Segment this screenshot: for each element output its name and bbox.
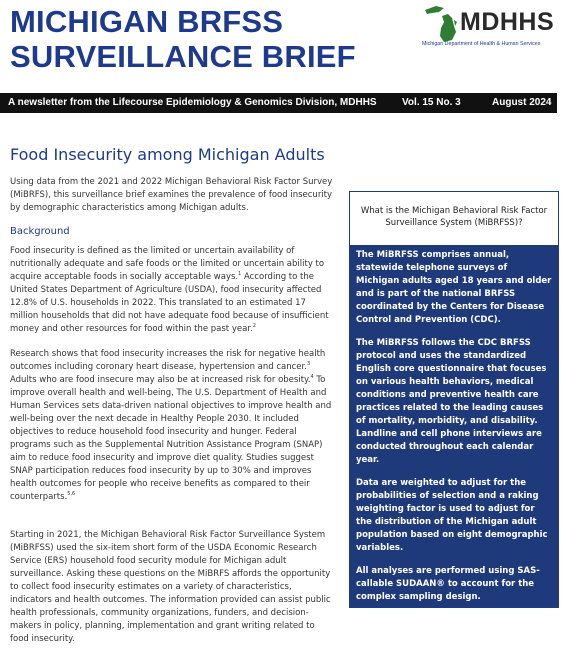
footnote-3: 3 [306, 361, 311, 368]
logo-text: MDHHS [460, 8, 555, 36]
banner-volume: Vol. 15 No. 3 [402, 97, 461, 108]
p2-text-b: Adults who are food insecure may also be at increased risk for obesity. [10, 375, 311, 385]
mdhhs-logo [420, 0, 555, 55]
masthead [10, 4, 410, 74]
p1-text-b: According to the United States Department of Agriculture (USDA), food insecurity affected 12.8% of U.S. households in 2022. This translated to an estimated 17 million households that did not have adequate food because of insufficient money and other resources for food within the past year. [10, 272, 329, 334]
banner-newsletter-text: A newsletter from the Lifecourse Epidemiology & Genomics Division, MDHHS [8, 97, 377, 108]
intro-text: Using data from the 2021 and 2022 Michigan Behavioral Risk Factor Survey (MiBRFS), this surveillance brief examines the prevalence of food insecurity by demographic characteristics among Michigan adults. [10, 177, 333, 213]
masthead-line-2: SURVEILLANCE BRIEF [10, 39, 356, 74]
mibrfss-sidebar [349, 191, 559, 608]
masthead-line-1: MICHIGAN BRFSS [10, 4, 284, 39]
sidebar-header [350, 192, 558, 237]
sidebar-paragraph-2: The MiBRFSS follows the CDC BRFSS protocol and uses the standardized English core questionnaire that focuses on various health behaviors, medical conditions and preventive health care practices related to the leading causes of mortality, morbidity, and disability. Landline and cell phone interviews are conducted throughout each calendar year. [356, 338, 547, 465]
p2-text-c: To improve overall health and well-being, The U.S. Department of Health and Human Services sets data-driven national objectives to improve health and well-being over the next decade in Healthy People 2030. It included objectives to reduce household food insecurity and hunger. Federal programs such as the Supplemental Nutrition Assistance Program (SNAP) aim to reduce food insecurity and improve diet quality. Studies suggest SNAP participation reduces food insecurity by up to 30% and improves health outcomes for people who receive benefits as compared to their counterparts. [10, 375, 332, 502]
newsletter-banner [0, 93, 557, 113]
p1-text-a: Food insecurity is defined as the limited or uncertain availability of nutritionally adequate and safe foods or the limited or uncertain ability to acquire acceptable foods in socially acceptable ways. [10, 246, 325, 282]
footnote-2: 2 [252, 323, 256, 330]
sidebar-paragraph-3: Data are weighted to adjust for the probabilities of selection and a raking weighting factor is used to adjust for the distribution of the Michigan adult population based on eight demographic variables. [356, 478, 548, 553]
sidebar-paragraph-1: The MiBRFSS comprises annual, statewide telephone surveys of Michigan adults aged 18 years and older and is part of the national BRFSS coordinated by the Centers for Disease Control and Prevention (CDC). [356, 250, 552, 325]
background-paragraph-2 [10, 348, 335, 504]
background-paragraph-1 [10, 245, 335, 336]
intro-paragraph [10, 176, 335, 215]
background-paragraph-3 [10, 529, 335, 646]
footnote-1: 1 [238, 271, 242, 278]
background-heading: Background [10, 226, 70, 237]
logo-subtext: Michigan Department of Health & Human Services [422, 41, 541, 47]
footnote-4: 4 [310, 374, 314, 381]
sidebar-body [350, 245, 558, 607]
p2-text-a: Research shows that food insecurity increases the risk for negative health outcomes including coronary heart disease, hypertension and cancer. [10, 349, 326, 372]
footnote-5-6: 5,6 [67, 491, 76, 498]
sidebar-paragraph-4: All analyses are performed using SAS-callable SUDAAN® to account for the complex sampling design. [356, 566, 540, 602]
sidebar-title: What is the Michigan Behavioral Risk Factor Surveillance System (MiBRFSS)? [360, 206, 548, 228]
article-title: Food Insecurity among Michigan Adults [10, 145, 325, 164]
michigan-map-icon [422, 2, 462, 44]
banner-date: August 2024 [492, 97, 552, 108]
p3-text: Starting in 2021, the Michigan Behavioral Risk Factor Surveillance System (MiBRFSS) used the six-item short form of the USDA Economic Research Service (ERS) household food security module for Michigan adult surveillance. Asking these questions on the MiBRFS affords the opportunity to collect food insecurity estimates on a variety of characteristics, indicators and health outcomes. The information provided can assist public health professionals, community organizations, funders, and decision-makers in policy, planning, implementation and grant writing related to food insecurity. [10, 530, 331, 644]
